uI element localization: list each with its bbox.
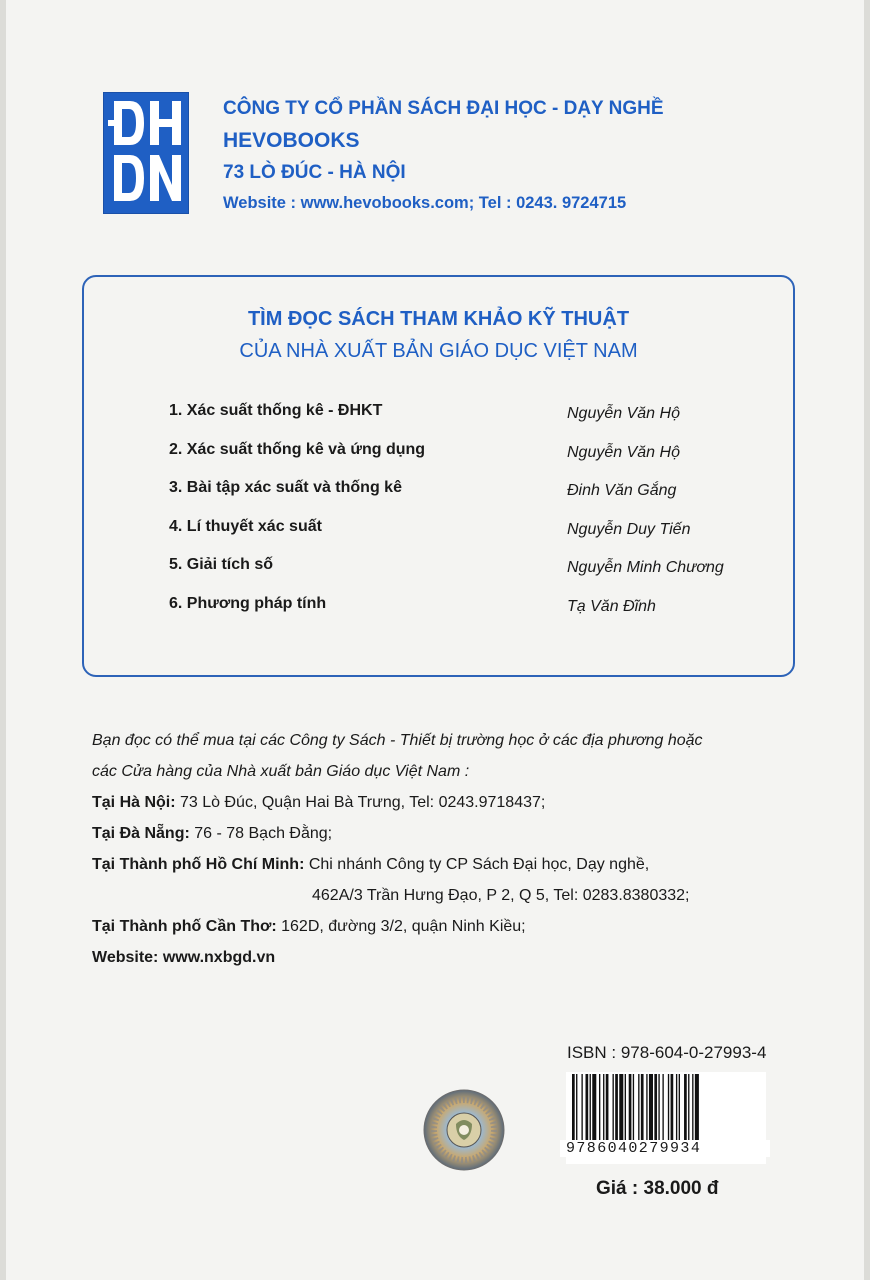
page-edge-right <box>864 0 870 1280</box>
store-address: 73 Lò Đúc, Quận Hai Bà Trưng, Tel: 0243.9718437; <box>175 794 546 811</box>
price: Giá : 38.000 đ <box>596 1178 719 1199</box>
list-item <box>169 556 769 595</box>
publisher-brand: HEVOBOOKS <box>223 129 360 152</box>
store-label: Tại Thành phố Cần Thơ: <box>92 918 277 935</box>
barcode-bar <box>654 1074 657 1146</box>
book-title: 6. Phương pháp tính <box>169 594 327 612</box>
barcode-bar <box>692 1074 693 1146</box>
store-address: 162D, đường 3/2, quận Ninh Kiều; <box>276 918 526 935</box>
website-label: Website: <box>92 949 159 966</box>
barcode-bar <box>615 1074 618 1146</box>
barcode-bar <box>625 1074 626 1146</box>
publisher-info <box>223 94 664 218</box>
barcode-bar <box>586 1074 589 1146</box>
barcode-bar <box>581 1074 582 1146</box>
isbn: ISBN : 978-604-0-27993-4 <box>567 1043 767 1062</box>
book-title: 1. Xác suất thống kê - ĐHKT <box>169 402 383 419</box>
barcode-bar <box>599 1074 600 1146</box>
barcode-bar <box>679 1074 680 1146</box>
publisher-address: 73 LÒ ĐÚC - HÀ NỘI <box>223 162 406 183</box>
store-address: Chi nhánh Công ty CP Sách Đại học, Dạy nghề, <box>304 856 650 873</box>
page-edge-left <box>0 0 6 1280</box>
list-item <box>169 441 769 480</box>
hologram-seal-icon <box>422 1088 506 1172</box>
list-item <box>169 479 769 518</box>
book-author: Đinh Văn Gắng <box>567 482 677 499</box>
barcode-bar <box>633 1074 634 1146</box>
barcode-bar <box>619 1074 623 1146</box>
distribution-intro: Bạn đọc có thể mua tại các Công ty Sách - Thiết bị trường học ở các địa phương hoặc <box>92 732 703 749</box>
book-author: Nguyễn Duy Tiến <box>567 520 691 538</box>
publisher-contact: Website : www.hevobooks.com; Tel : 0243. 9724715 <box>223 194 627 212</box>
barcode-bar <box>613 1074 614 1146</box>
barcode-bar <box>668 1074 669 1146</box>
list-item <box>169 402 769 441</box>
book-title: 5. Giải tích số <box>169 556 274 573</box>
barcode-bar <box>695 1074 699 1146</box>
barcode-bar <box>646 1074 647 1146</box>
distribution-info <box>92 725 792 973</box>
barcode-bar <box>641 1074 644 1146</box>
book-author: Tạ Văn Đĩnh <box>567 597 656 615</box>
book-author: Nguyễn Văn Hộ <box>567 405 680 422</box>
store-hcm-address: 462A/3 Trần Hưng Đạo, P 2, Q 5, Tel: 0283.8380332; <box>312 887 690 904</box>
book-title: 4. Lí thuyết xác suất <box>169 517 322 535</box>
barcode-bar <box>590 1074 591 1146</box>
barcode-bar <box>684 1074 687 1146</box>
store-label: Tại Hà Nội: <box>92 794 176 811</box>
publisher-name: CÔNG TY CỔ PHẦN SÁCH ĐẠI HỌC - DẠY NGHỀ <box>223 98 664 119</box>
distribution-intro-2: các Cửa hàng của Nhà xuất bản Giáo dục Việt Nam : <box>92 763 470 780</box>
barcode-bar <box>606 1074 609 1146</box>
store-cantho <box>92 911 792 942</box>
barcode-bar <box>649 1074 653 1146</box>
barcode-bar <box>592 1074 596 1146</box>
list-item <box>169 595 769 634</box>
barcode-bar <box>572 1074 575 1146</box>
store-address: 76 - 78 Bạch Đằng; <box>189 825 333 842</box>
publisher-website <box>92 942 792 973</box>
book-author: Nguyễn Minh Chương <box>567 559 724 576</box>
store-label: Tại Đà Nẵng: <box>92 825 190 842</box>
book-title: 2. Xác suất thống kê và ứng dụng <box>169 440 426 458</box>
barcode-bar <box>603 1074 604 1146</box>
website-url: www.nxbgd.vn <box>158 949 276 966</box>
store-hcm <box>92 849 792 880</box>
barcode-bar <box>662 1074 663 1146</box>
book-title: 3. Bài tập xác suất và thống kê <box>169 479 402 496</box>
reference-title: TÌM ĐỌC SÁCH THAM KHẢO KỸ THUẬT <box>247 308 630 330</box>
store-hanoi <box>92 787 792 818</box>
store-danang <box>92 818 792 849</box>
barcode-bar <box>576 1074 577 1146</box>
barcode-bar <box>676 1074 677 1146</box>
barcode-bar <box>671 1074 674 1146</box>
barcode-digits: 9786040279934 <box>560 1140 770 1157</box>
book-list <box>169 402 769 633</box>
barcode-bar <box>629 1074 632 1146</box>
store-label: Tại Thành phố Hồ Chí Minh: <box>92 856 305 873</box>
publisher-logo <box>103 92 189 214</box>
barcode-bar <box>658 1074 659 1146</box>
barcode-bar <box>638 1074 639 1146</box>
book-author: Nguyễn Văn Hộ <box>567 443 680 461</box>
list-item <box>169 518 769 557</box>
reference-subtitle: CỦA NHÀ XUẤT BẢN GIÁO DỤC VIỆT NAM <box>239 340 638 362</box>
reference-box <box>82 275 795 677</box>
barcode-bar <box>688 1074 689 1146</box>
